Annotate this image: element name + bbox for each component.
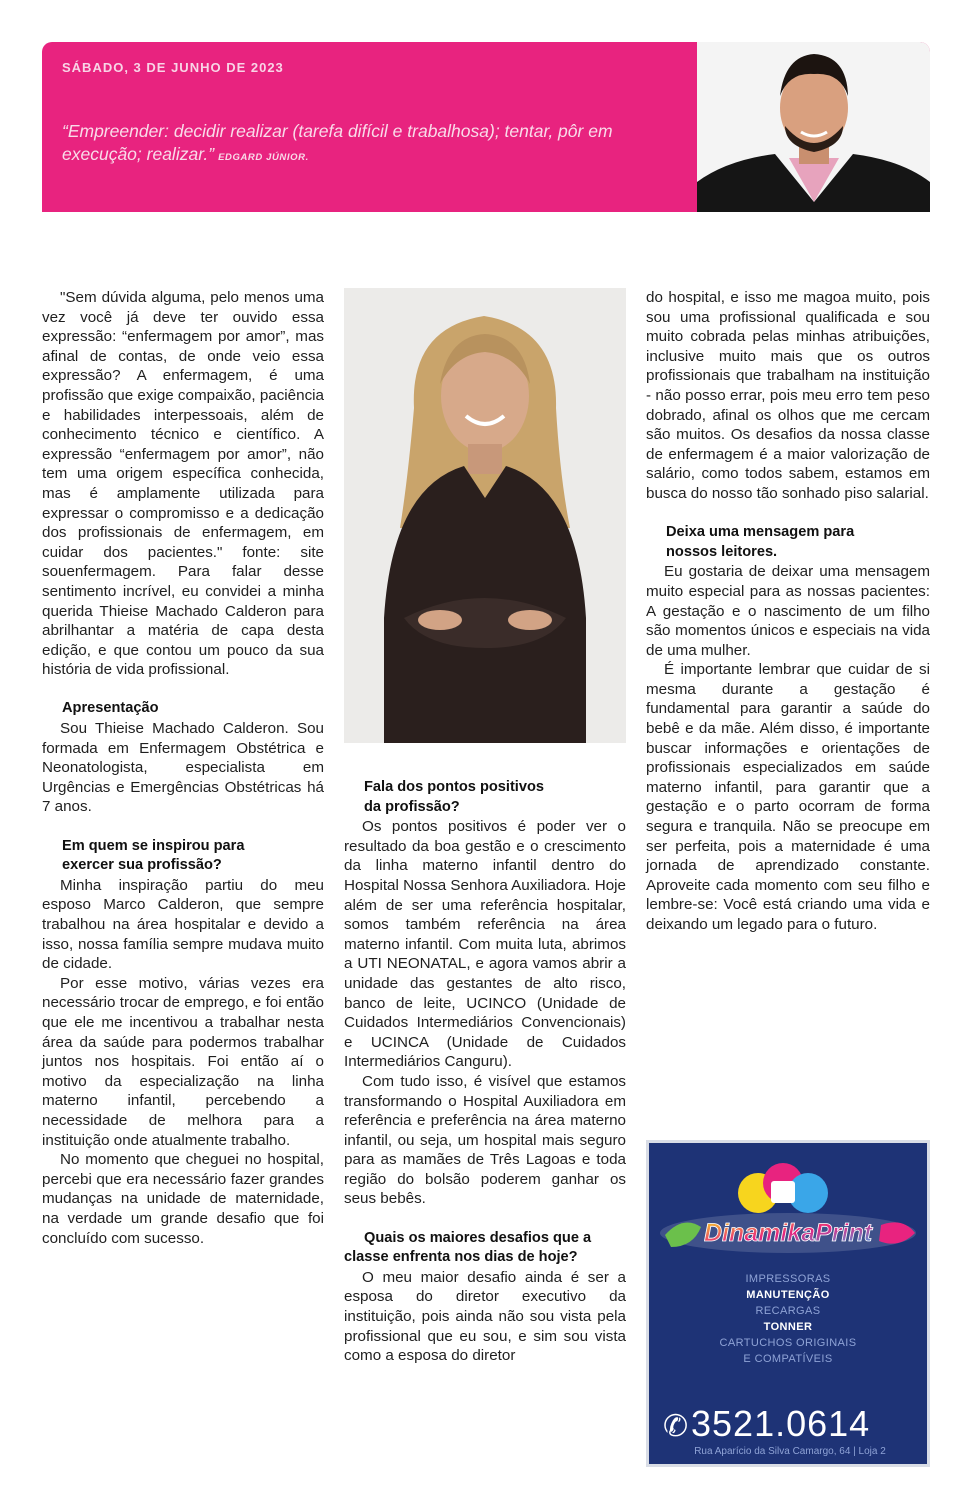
section-title-line: Fala dos pontos positivos [364,779,545,795]
columnist-portrait [697,42,930,212]
section-paragraph: É importante lembrar que cuidar de si mesma durante a gestação é fundamental para garantir a saúde do bebê e da mãe. Além disso, é importante buscar informações e orientações de profissionais especializados em saúde materno infantil, para garantir que a gestação e o parto ocorram de forma segura e tranquila. Não se preocupe em ser perfeita, pois a maternidade é uma jornada de aprendizado constante. Aproveite cada momento com seu filho e lembre-se: Você está criando uma vida e deixando um legado para o futuro. [646,661,930,933]
section-paragraph: Minha inspiração partiu do meu esposo Marco Calderon, que sempre trabalhou na área hospitalar e devido a isso, nossa família sempre mudava muito de cidade. [42,876,324,973]
section-title-desafios [344,1229,626,1268]
advertisement-dinamika-print [646,1140,930,1467]
section-paragraph: O meu maior desafio ainda é ser a esposa do diretor executivo da instituição, pois ainda não sou vista pela profissional que eu sou, e sim sou vista como a esposa do diretor [344,1268,626,1365]
quote-author: EDGARD JÚNIOR. [218,152,309,163]
article-intro: "Sem dúvida alguma, pelo menos uma vez você já deve ter ouvido essa expressão: “enfermagem por amor”, mas afinal de contas, de onde veio essa expressão? A enfermagem, é uma profissão que exige compaixão, paciência e habilidades interpessoais, além de conhecimento técnico e científico. A expressão “enfermagem por amor”, não tem uma origem específica conhecida, mas é amplamente utilizada para expressar o compromisso e a dedicação dos profissionais de enfermagem, em cuidar dos pacientes." fonte: site souenfermagem. Para falar desse sentimento incrível, eu convidei a minha querida Thieise Machado Calderon para abrilhantar a matéria de capa desta edição, e que contou um pouco da sua história de vida profissional. [42,289,324,679]
section-title-line: nossos leitores. [666,543,778,560]
ad-phone [663,1403,917,1445]
section-title-pontos-positivos [344,778,626,817]
ad-services [649,1271,927,1367]
quote-text: “Empreender: decidir realizar (tarefa difícil e trabalhosa); tentar, pôr em execução; realizar.” [62,121,613,164]
section-title-line: da profissão? [364,798,460,815]
section-title-line: Deixa uma mensagem para [666,524,855,541]
ad-service: CARTUCHOS ORIGINAIS [719,1337,857,1349]
section-title-line: Em quem se inspirou para [62,837,245,854]
ad-service: IMPRESSORAS [745,1273,831,1285]
ad-service: RECARGAS [755,1305,821,1317]
article-column-3 [646,288,930,935]
brand-name: DinamikaPrint [703,1219,873,1247]
header-quote [62,120,662,169]
section-title-apresentacao: Apresentação [62,700,159,717]
publication-date: SÁBADO, 3 DE JUNHO DE 2023 [62,60,284,75]
ad-phone-number: 3521.0614 [691,1403,871,1444]
phone-icon: ✆ [663,1410,690,1443]
section-title-line: exercer sua profissão? [62,857,222,874]
section-paragraph: No momento que cheguei no hospital, percebi que era necessário fazer grandes mudanças na unidade de maternidade, na verdade um grande desafio que foi concluído com sucesso. [42,1151,324,1247]
section-paragraph: Os pontos positivos é poder ver o resultado da boa gestão e o crescimento da linha materno infantil dentro do Hospital Nossa Senhora Auxiliadora. Hoje além de ser uma referência hospitalar, somos também referência na área materno infantil. Com muita luta, abrimos a UTI NEONATAL, e agora vamos abrir a unidade das gestantes de alto risco, banco de leite, UCINCO (Unidade de Cuidados Intermediários Convencionais) e UCINCA (Unidade de Cuidados Intermediários Canguru). [344,818,626,1071]
ad-service: MANUTENÇÃO [746,1289,830,1301]
ad-address: Rua Aparício da Silva Camargo, 64 | Loja 2 [694,1446,886,1457]
interviewee-photo [344,288,626,743]
section-paragraph: Eu gostaria de deixar uma mensagem muito especial para as nossas pacientes: A gestação e o nascimento de um filho são momentos únicos e especiais na vida de uma mulher. [646,563,930,659]
section-title-inspiracao [42,837,324,876]
section-paragraph: Sou Thieise Machado Calderon. Sou formada em Enfermagem Obstétrica e Neonatologista, especialista em Urgências e Emergências Obstétricas há 7 anos. [42,720,324,816]
section-title-mensagem [646,523,930,562]
section-paragraph: Com tudo isso, é visível que estamos transformando o Hospital Auxiliadora em referência e preferência na área materno infantil, ou seja, um hospital mais seguro para as mamães de Três Lagoas e toda região do bolsão poderem ganhar os seus bebês. [344,1072,626,1208]
article-column-2 [344,778,626,1366]
section-paragraph-continued: do hospital, e isso me magoa muito, pois sou uma profissional qualificada e sou muito cobrada pelas minhas atribuições, inclusive muito mais que os outros profissionais que trabalham na instituição - não posso errar, pois meu erro tem peso dobrado, afinal os olhos que me cercam são muitos. Os desafios da nossa classe de enfermagem é a maior valorização de salário, como todos sabem, estamos em busca do nosso tão sonhado piso salarial. [646,289,930,502]
section-title-line: Quais os maiores desafios que a [364,1229,592,1246]
brand-logo [653,1155,923,1275]
column-header [42,42,930,212]
ad-service: TONNER [763,1321,813,1333]
article-column-1 [42,288,324,1248]
ad-service: E COMPATÍVEIS [743,1353,833,1365]
interviewee-photo-image [344,288,626,743]
section-title-line: classe enfrenta nos dias de hoje? [344,1249,578,1266]
section-paragraph: Por esse motivo, várias vezes era necessário trocar de emprego, e foi então que ele me incentivou a trabalhar nesta área da saúde para podermos trabalhar juntos nos hospitais. Foi então aí o motivo da especialização na linha materno infantil, percebendo a necessidade de melhora para a instituição onde atualmente trabalho. [42,974,324,1149]
